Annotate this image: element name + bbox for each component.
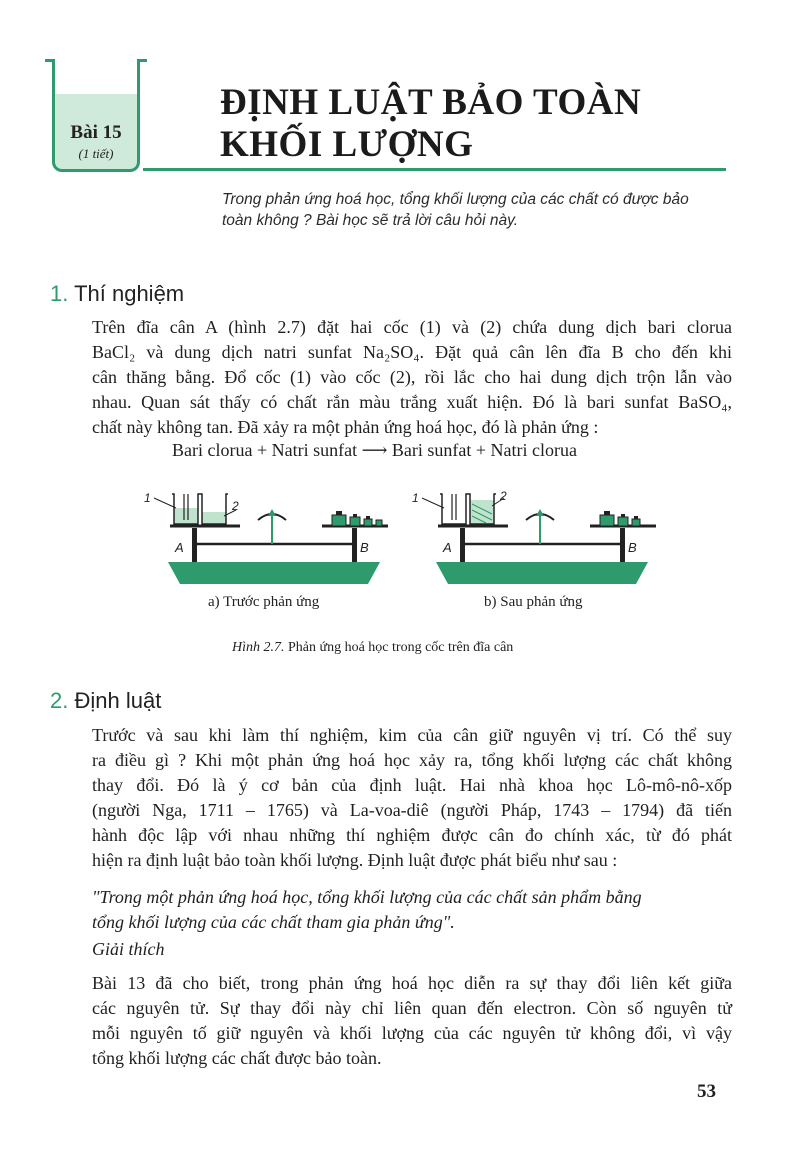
figure-caption [232, 640, 513, 656]
lesson-badge [52, 62, 140, 172]
weight-knob [336, 511, 342, 515]
paragraph-line: các nguyên tử. Sự thay đổi này chỉ liên quan đến electron. Còn số nguyên tử [92, 998, 732, 1018]
section-2-heading [50, 688, 161, 714]
weight-small-a [364, 519, 372, 526]
section-2-paragraph [92, 723, 732, 873]
paragraph-line: (người Nga, 1711 – 1765) và La-voa-diê (người Pháp, 1743 – 1794) đã tiến [92, 800, 732, 820]
figure-caption-prefix: Hình 2.7. [232, 640, 285, 655]
label-A-b: A [443, 540, 452, 555]
weight-medium-a [350, 517, 360, 526]
law-line-1: "Trong một phản ứng hoá học, tổng khối lượng của các chất sản phẩm bằng [92, 887, 642, 907]
section-2-number: 2. [50, 688, 69, 713]
weight-small-b [632, 519, 640, 526]
reaction-equation: Bari clorua + Natri sunfat ⟶ Bari sunfat + Natri clorua [172, 440, 577, 460]
figure-caption-text: Phản ứng hoá học trong cốc trên đĩa cân [288, 640, 514, 655]
paragraph-line: nhau. Quan sát thấy có chất rắn màu trắng xuất hiện. Đó là bari sunfat BaSO₄, [92, 392, 732, 412]
paragraph-line: tổng khối lượng các chất được bảo toàn. [92, 1048, 382, 1068]
post-a-left [192, 528, 197, 562]
paragraph-line: Bài 13 đã cho biết, trong phản ứng hoá học diễn ra sự thay đổi liên kết giữa [92, 973, 732, 993]
section-2-label: Định luật [74, 688, 162, 713]
label-2-b: 2 [500, 489, 507, 503]
paragraph-line: mỗi nguyên tố giữ nguyên và khối lượng của các nguyên tử không đổi, vì vậy [92, 1023, 732, 1043]
balance-figure [140, 486, 660, 590]
paragraph-line: chất này không tan. Đã xảy ra một phản ứng hoá học, đó là phản ứng : [92, 417, 599, 437]
paragraph-line: hiện ra định luật bảo toàn khối lượng. Định luật được phát biểu như sau : [92, 850, 618, 870]
balance-before [144, 491, 388, 584]
figure-caption-a: a) Trước phản ứng [208, 594, 320, 610]
weight-large-b [600, 515, 614, 526]
paragraph-line: BaCl₂ và dung dịch natri sunfat Na₂SO₄. Đặt quả cân lên đĩa B cho đến khi [92, 342, 732, 362]
leader-1 [154, 498, 176, 508]
paragraph-line: thay đổi. Đó là ý cơ bản của định luật. Hai nhà khoa học Lô-mô-nô-xốp [92, 775, 732, 795]
beaker-1-icon [172, 494, 200, 524]
leader-1-b [422, 498, 444, 508]
paragraph-line: Trước và sau khi làm thí nghiệm, kim của cân giữ nguyên vị trí. Có thể suy [92, 725, 732, 745]
explanation-paragraph [92, 971, 732, 1071]
figure-caption-b: b) Sau phản ứng [484, 594, 583, 610]
weight-medium-b [618, 517, 628, 526]
title-line-2: KHỐI LƯỢNG [220, 124, 474, 165]
paragraph-line: hành độc lập với nhau những thí nghiệm được cân đo chính xác, từ đó phát [92, 825, 732, 845]
weight-knob [621, 514, 625, 517]
paragraph-line: ra điều gì ? Khi một phản ứng hoá học xảy ra, tổng khối lượng các chất không [92, 750, 732, 770]
label-B-a: B [360, 540, 369, 555]
needle-tip-b [536, 509, 544, 516]
title-divider [143, 168, 726, 171]
law-statement [92, 885, 732, 935]
post-a-right [460, 528, 465, 562]
weight-knob [366, 516, 370, 519]
label-A-a: A [175, 540, 184, 555]
post-b-left [352, 528, 357, 562]
weight-large-a [332, 515, 346, 526]
explanation-heading: Giải thích [92, 939, 165, 959]
beaker-1-empty-icon [440, 494, 468, 524]
balance-after [412, 489, 656, 584]
paragraph-line: Trên đĩa cân A (hình 2.7) đặt hai cốc (1) và (2) chứa dung dịch bari clorua [92, 317, 732, 337]
section-1-heading [50, 281, 184, 307]
lesson-number: Bài 15 [70, 122, 122, 143]
balance-base-b [436, 562, 648, 584]
page-number: 53 [697, 1081, 716, 1102]
label-1-b: 1 [412, 491, 419, 505]
intro-text [222, 189, 732, 231]
weight-knob [604, 511, 610, 515]
section-1-label: Thí nghiệm [74, 281, 185, 306]
intro-line-2: toàn không ? Bài học sẽ trả lời câu hỏi này. [222, 212, 519, 229]
label-2-a: 2 [232, 499, 239, 513]
intro-line-1: Trong phản ứng hoá học, tổng khối lượng của các chất có được bảo [222, 191, 689, 208]
law-line-2: tổng khối lượng của các chất tham gia phản ứng". [92, 912, 455, 932]
title-line-1: ĐỊNH LUẬT BẢO TOÀN [220, 82, 642, 123]
balance-base-a [168, 562, 380, 584]
weight-tiny-a [376, 520, 382, 526]
weight-knob [634, 516, 638, 519]
paragraph-line: cân thăng bằng. Đổ cốc (1) vào cốc (2), rồi lắc cho hai dung dịch trộn lẫn vào [92, 367, 732, 387]
label-B-b: B [628, 540, 637, 555]
section-1-paragraph [92, 315, 732, 440]
label-1-a: 1 [144, 491, 151, 505]
page-title [220, 82, 780, 166]
needle-tip-a [268, 509, 276, 516]
lesson-duration: (1 tiết) [78, 146, 114, 161]
section-1-number: 1. [50, 281, 69, 306]
beaker-2-icon [200, 494, 228, 524]
post-b-right [620, 528, 625, 562]
beaker-2-mixed-icon [468, 494, 496, 524]
weight-knob [353, 514, 357, 517]
